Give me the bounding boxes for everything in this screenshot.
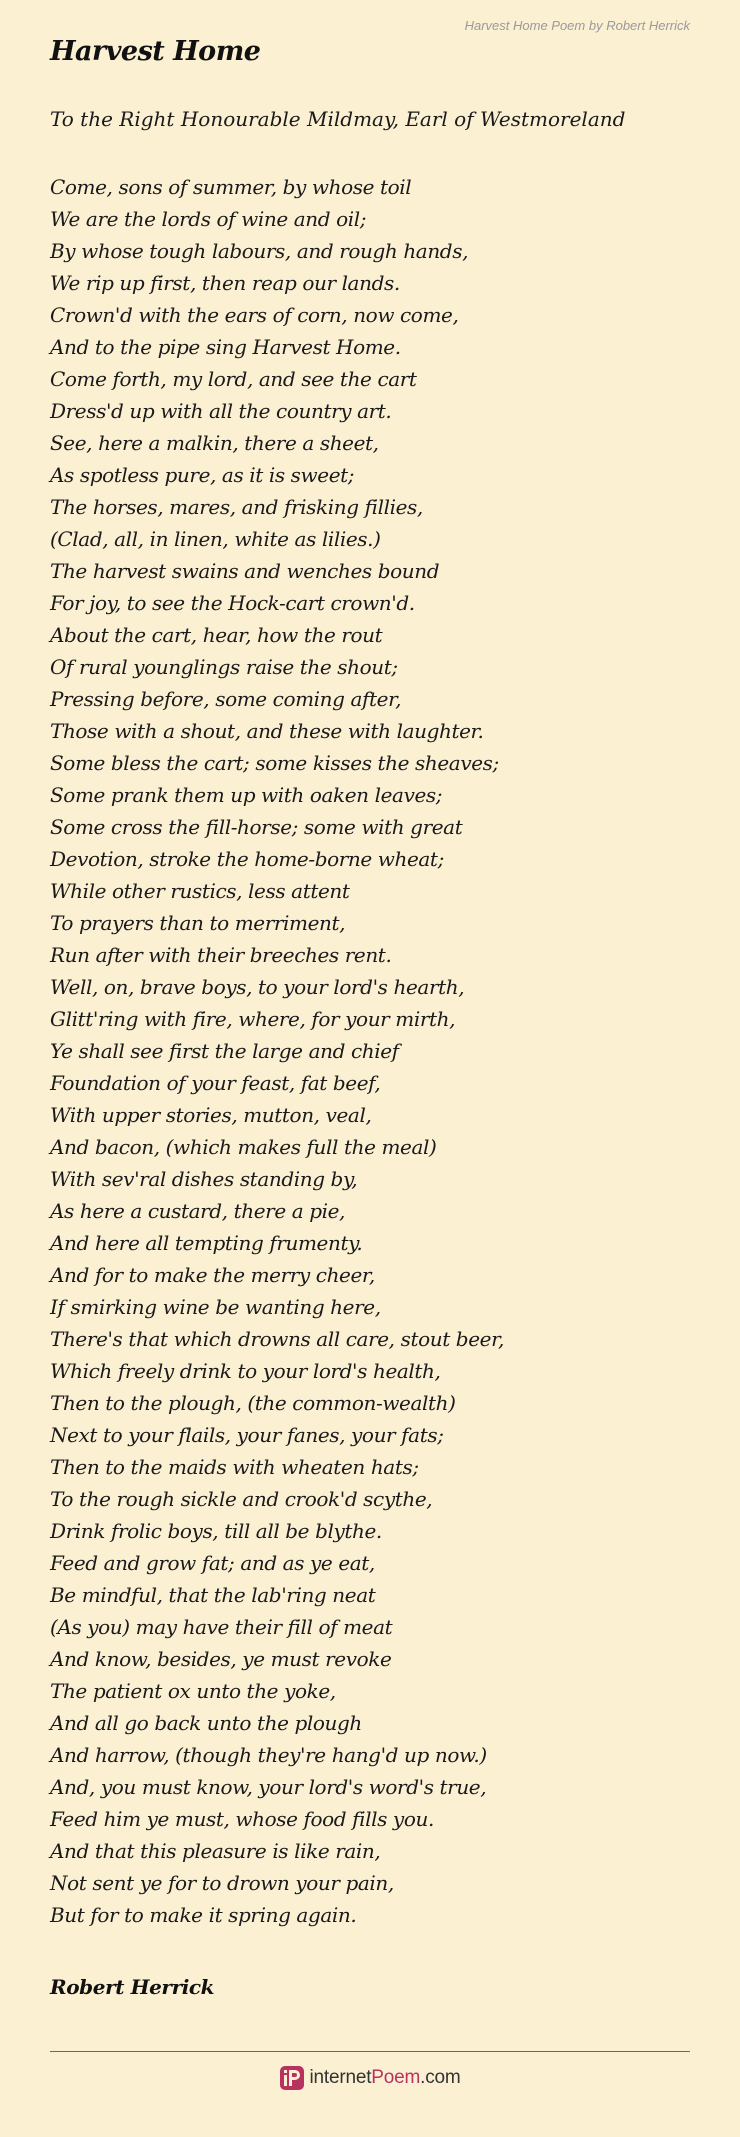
poem-line: And to the pipe sing Harvest Home. [50, 335, 401, 359]
footer-divider [50, 2051, 690, 2052]
poem-line: And bacon, (which makes full the meal) [50, 1135, 437, 1159]
poem-line: The patient ox unto the yoke, [50, 1679, 336, 1703]
poem-line: For joy, to see the Hock-cart crown'd. [50, 591, 415, 615]
poem-line: By whose tough labours, and rough hands, [50, 239, 469, 263]
poem-line: And know, besides, ye must revoke [50, 1647, 392, 1671]
poem-body [50, 171, 690, 1931]
poem-line: If smirking wine be wanting here, [50, 1295, 381, 1319]
poem-line: Devotion, stroke the home-borne wheat; [50, 847, 444, 871]
poem-line: (Clad, all, in linen, white as lilies.) [50, 527, 381, 551]
poem-line: We rip up first, then reap our lands. [50, 271, 400, 295]
poem-line: And for to make the merry cheer, [50, 1263, 375, 1287]
poem-line: Feed and grow fat; and as ye eat, [50, 1551, 375, 1575]
poem-line: About the cart, hear, how the rout [50, 623, 383, 647]
poem-line: Some cross the fill-horse; some with great [50, 815, 463, 839]
poem-line: Glitt'ring with fire, where, for your mirth, [50, 1007, 456, 1031]
header-credit: Harvest Home Poem by Robert Herrick [464, 18, 690, 33]
poem-line: And here all tempting frumenty. [50, 1231, 363, 1255]
poem-line: Be mindful, that the lab'ring neat [50, 1583, 376, 1607]
poem-line: Crown'd with the ears of corn, now come, [50, 303, 459, 327]
poem-line: But for to make it spring again. [50, 1903, 357, 1927]
poem-line: Foundation of your feast, fat beef, [50, 1071, 381, 1095]
poem-line: With upper stories, mutton, veal, [50, 1103, 372, 1127]
poem-line: Feed him ye must, whose food fills you. [50, 1807, 434, 1831]
poem-line: To the rough sickle and crook'd scythe, [50, 1487, 433, 1511]
poem-line: Some prank them up with oaken leaves; [50, 783, 443, 807]
poem-line: And all go back unto the plough [50, 1711, 362, 1735]
poem-line: And harrow, (though they're hang'd up now.) [50, 1743, 487, 1767]
poem-line: Some bless the cart; some kisses the sheaves; [50, 751, 499, 775]
poem-line: Not sent ye for to drown your pain, [50, 1871, 394, 1895]
poem-line: Then to the maids with wheaten hats; [50, 1455, 419, 1479]
logo-text [310, 2067, 461, 2089]
poem-dedication: To the Right Honourable Mildmay, Earl of Westmoreland [50, 107, 626, 131]
poem-line: Come, sons of summer, by whose toil [50, 175, 412, 199]
poem-line: As spotless pure, as it is sweet; [50, 463, 355, 487]
poem-title: Harvest Home [50, 36, 261, 67]
poem-line: With sev'ral dishes standing by, [50, 1167, 358, 1191]
poem-line: Next to your flails, your fanes, your fats; [50, 1423, 444, 1447]
logo-text-main: internet [309, 2067, 372, 2088]
logo-text-accent: Poem [371, 2067, 421, 2088]
poem-line: We are the lords of wine and oil; [50, 207, 367, 231]
poem-line: The horses, mares, and frisking fillies, [50, 495, 423, 519]
poem-line: While other rustics, less attent [50, 879, 350, 903]
poem-line: Run after with their breeches rent. [50, 943, 392, 967]
poem-author: Robert Herrick [50, 1975, 215, 1999]
poem-line: See, here a malkin, there a sheet, [50, 431, 379, 455]
poem-line: And, you must know, your lord's word's true, [50, 1775, 487, 1799]
poem-line: Dress'd up with all the country art. [50, 399, 392, 423]
ip-logo-icon [280, 2066, 304, 2090]
poem-line: (As you) may have their fill of meat [50, 1615, 393, 1639]
poem-line: Which freely drink to your lord's health, [50, 1359, 441, 1383]
poem-line: Of rural younglings raise the shout; [50, 655, 398, 679]
poem-line: Come forth, my lord, and see the cart [50, 367, 417, 391]
poem-line: Ye shall see first the large and chief [50, 1039, 399, 1063]
poem-line: Drink frolic boys, till all be blythe. [50, 1519, 382, 1543]
poem-line: Well, on, brave boys, to your lord's hearth, [50, 975, 465, 999]
poem-line: There's that which drowns all care, stout beer, [50, 1327, 504, 1351]
poem-line: To prayers than to merriment, [50, 911, 346, 935]
site-logo-link[interactable] [0, 2066, 740, 2090]
logo-text-suffix: .com [420, 2067, 461, 2088]
poem-line: As here a custard, there a pie, [50, 1199, 345, 1223]
poem-line: Then to the plough, (the common-wealth) [50, 1391, 456, 1415]
poem-line: The harvest swains and wenches bound [50, 559, 440, 583]
poem-line: Those with a shout, and these with laughter. [50, 719, 484, 743]
poem-line: Pressing before, some coming after, [50, 687, 402, 711]
poem-line: And that this pleasure is like rain, [50, 1839, 381, 1863]
